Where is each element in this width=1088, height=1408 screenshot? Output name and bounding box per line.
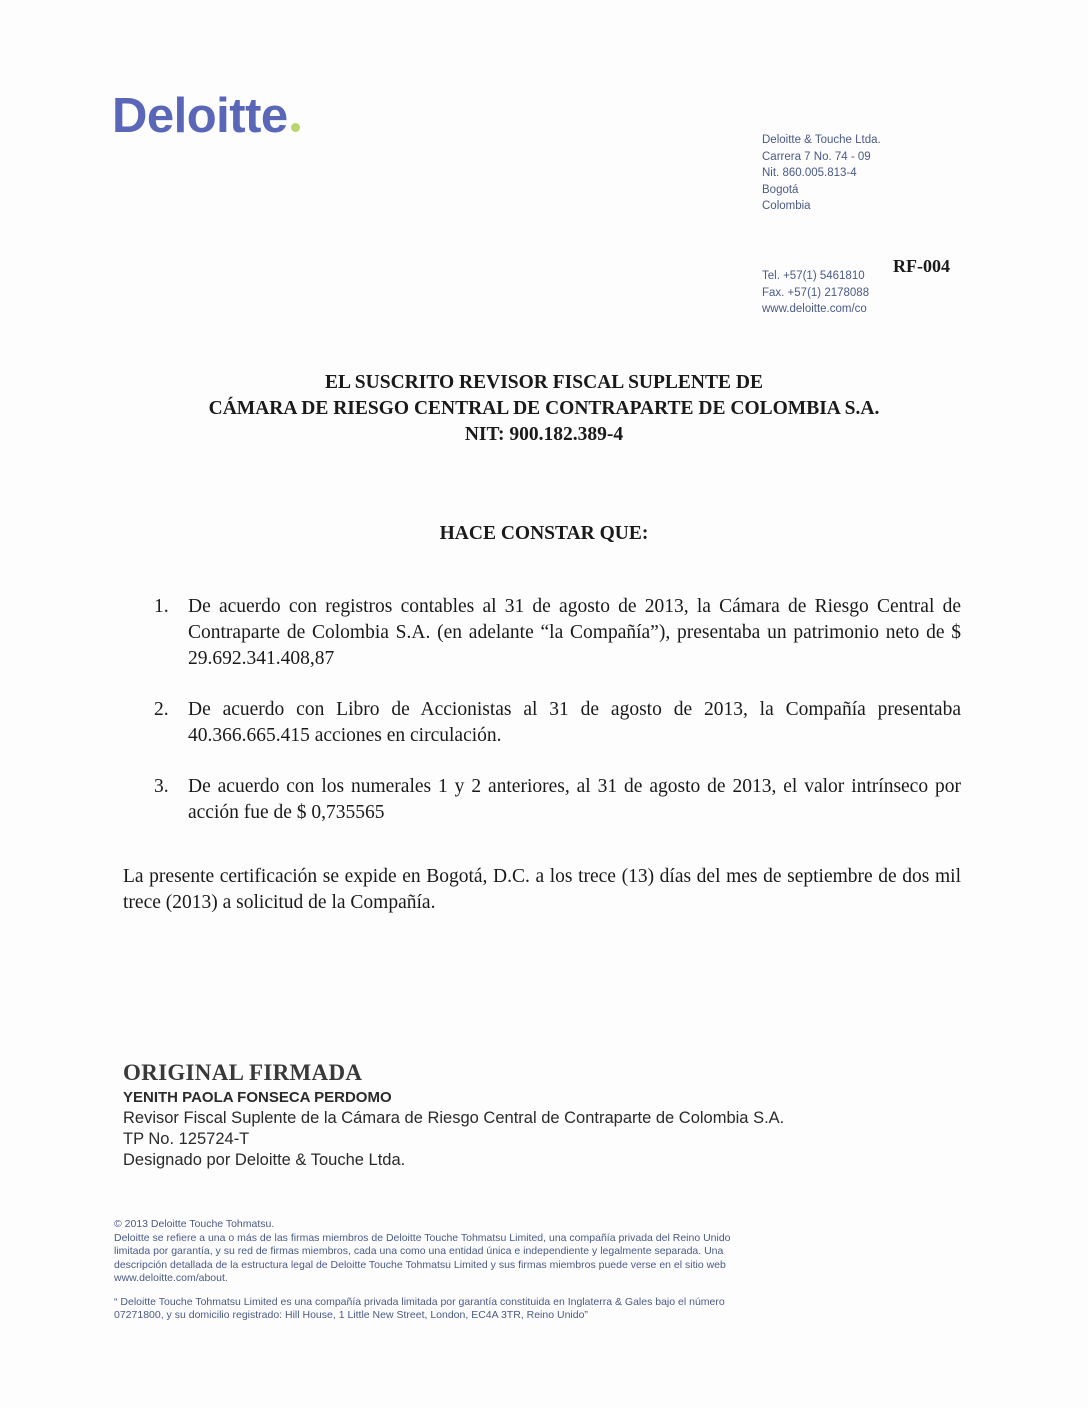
signatory-role: Revisor Fiscal Suplente de la Cámara de Riesgo Central de Contraparte de Colombia S.A. bbox=[123, 1109, 785, 1127]
item-text: De acuerdo con registros contables al 31 de agosto de 2013, la Cámara de Riesgo Central de Contraparte de Colombia S.A. (en adelante “la Compañía”), presentaba un patrimonio neto de $ 29.692.341.408,87 bbox=[188, 596, 961, 669]
document-heading bbox=[100, 370, 988, 448]
address-line: Nit. 860.005.813-4 bbox=[762, 167, 857, 179]
signatory-name: YENITH PAOLA FONSECA PERDOMO bbox=[123, 1089, 392, 1106]
document-subheading: HACE CONSTAR QUE: bbox=[439, 523, 649, 544]
item-text: De acuerdo con Libro de Accionistas al 31 de agosto de 2013, la Compañía presentaba 40.366.665.415 acciones en circulación. bbox=[188, 699, 961, 746]
address-line: Bogotá bbox=[762, 183, 799, 196]
signature-status: ORIGINAL FIRMADA bbox=[123, 1060, 363, 1085]
footer-paragraph: Deloitte se refiere a una o más de las firmas miembros de Deloitte Touche Tohmatsu Limited, una compañía privada del Reino Unido limitada por garantía, y su red de firmas miembros, cada una como una entidad única e independiente y legalmente separada. Una descripción detallada de la estructura legal de Deloitte Touche Tohmatsu Limited y sus firmas miembros puede verse en el sitio web www.deloitte.com/about. bbox=[114, 1231, 731, 1284]
item-text: De acuerdo con los numerales 1 y 2 anteriores, al 31 de agosto de 2013, el valor intrínseco por acción fue de $ 0,735565 bbox=[188, 776, 961, 823]
contact-fax: Fax. +57(1) 2178088 bbox=[762, 286, 870, 299]
legal-footer bbox=[114, 1218, 754, 1323]
company-contact bbox=[762, 268, 869, 318]
signatory-details bbox=[123, 1108, 784, 1171]
heading-line: NIT: 900.182.389-4 bbox=[464, 424, 624, 445]
company-address bbox=[762, 132, 881, 215]
contact-website: www.deloitte.com/co bbox=[762, 303, 867, 315]
address-line: Deloitte & Touche Ltda. bbox=[762, 134, 881, 146]
item-number: 2. bbox=[154, 699, 169, 720]
item-number: 1. bbox=[154, 596, 169, 617]
logo-dot-icon bbox=[291, 123, 300, 132]
list-item bbox=[148, 594, 961, 672]
heading-line: CÁMARA DE RIESGO CENTRAL DE CONTRAPARTE DE COLOMBIA S.A. bbox=[208, 398, 880, 419]
item-number: 3. bbox=[154, 776, 169, 797]
address-line: Colombia bbox=[762, 200, 811, 212]
signatory-designation: Designado por Deloitte & Touche Ltda. bbox=[123, 1151, 406, 1169]
certification-list bbox=[148, 594, 961, 826]
list-item bbox=[148, 697, 961, 749]
reference-code: RF-004 bbox=[893, 256, 950, 276]
heading-line: EL SUSCRITO REVISOR FISCAL SUPLENTE DE bbox=[325, 372, 763, 393]
closing-paragraph: La presente certificación se expide en Bogotá, D.C. a los trece (13) días del mes de septiembre de dos mil trece (2013) a solicitud de la Compañía. bbox=[123, 866, 961, 913]
footer-paragraph: “ Deloitte Touche Tohmatsu Limited es una compañía privada limitada por garantía constituida en Inglaterra & Gales bajo el número 07271800, y su domicilio registrado: Hill House, 1 Little New Street, London, EC4A 3TR, Reino Unido” bbox=[114, 1295, 725, 1321]
deloitte-logo bbox=[112, 89, 300, 143]
list-item bbox=[148, 774, 961, 826]
signatory-license: TP No. 125724-T bbox=[123, 1130, 250, 1148]
logo-text: Deloitte bbox=[112, 89, 288, 143]
address-line: Carrera 7 No. 74 - 09 bbox=[762, 150, 871, 163]
footer-copyright: © 2013 Deloitte Touche Tohmatsu. bbox=[114, 1218, 275, 1230]
contact-phone: Tel. +57(1) 5461810 bbox=[762, 270, 865, 282]
